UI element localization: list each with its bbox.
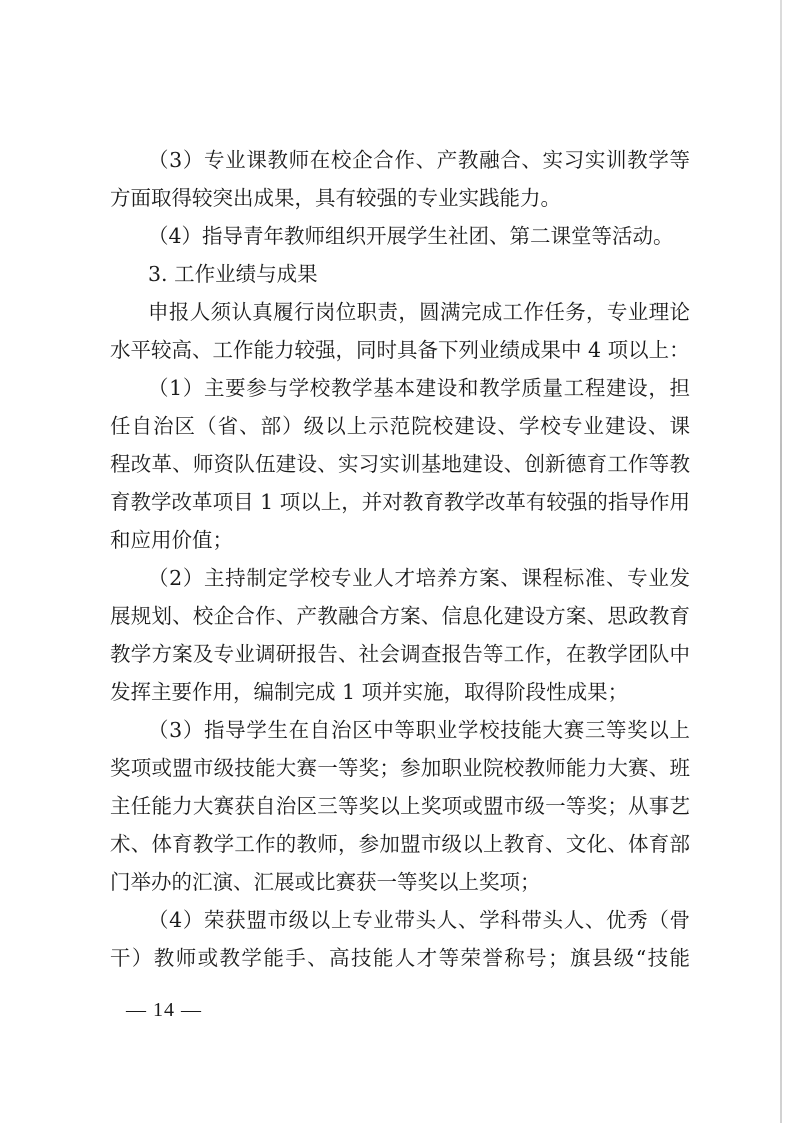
text-line: 育教学改革项目 1 项以上，并对教育教学改革有较强的指导作用 <box>110 490 690 514</box>
text-line: 发挥主要作用，编制完成 1 项并实施，取得阶段性成果； <box>110 680 629 704</box>
page-number: — 14 — <box>126 999 202 1021</box>
text-line: 任自治区（省、部）级以上示范院校建设、学校专业建设、课 <box>110 414 690 438</box>
section-heading: 3. 工作业绩与成果 <box>148 262 318 286</box>
text-line: 门举办的汇演、汇展或比赛获一等奖以上奖项； <box>110 870 541 894</box>
page-edge-line <box>780 0 782 1123</box>
text-line: （3）指导学生在自治区中等职业学校技能大赛三等奖以上 <box>148 718 690 742</box>
text-line: 干）教师或教学能手、高技能人才等荣誉称号；旗县级“技能 <box>110 946 690 970</box>
text-line: 和应用价值； <box>110 528 233 552</box>
text-line: 方面取得较突出成果，具有较强的专业实践能力。 <box>110 186 561 210</box>
text-line: 教学方案及专业调研报告、社会调查报告等工作，在教学团队中 <box>110 642 690 666</box>
text-line: （4）荣获盟市级以上专业带头人、学科带头人、优秀（骨 <box>148 908 690 932</box>
text-line: （1）主要参与学校教学基本建设和教学质量工程建设，担 <box>148 376 690 400</box>
document-body <box>110 141 690 977</box>
text-line: （3）专业课教师在校企合作、产教融合、实习实训教学等 <box>148 148 690 172</box>
text-line: 展规划、校企合作、产教融合方案、信息化建设方案、思政教育 <box>110 604 690 628</box>
text-line: 主任能力大赛获自治区三等奖以上奖项或盟市级一等奖；从事艺 <box>110 794 690 818</box>
text-line: 术、体育教学工作的教师，参加盟市级以上教育、文化、体育部 <box>110 832 690 856</box>
text-line: （4）指导青年教师组织开展学生社团、第二课堂等活动。 <box>148 224 674 248</box>
text-line: 程改革、师资队伍建设、实习实训基地建设、创新德育工作等教 <box>110 452 690 476</box>
text-line: 奖项或盟市级技能大赛一等奖；参加职业院校教师能力大赛、班 <box>110 756 690 780</box>
text-line: 水平较高、工作能力较强，同时具备下列业绩成果中 4 项以上： <box>110 338 690 362</box>
text-line: 申报人须认真履行岗位职责，圆满完成工作任务，专业理论 <box>148 300 690 324</box>
text-line: （2）主持制定学校专业人才培养方案、课程标准、专业发 <box>148 566 690 590</box>
